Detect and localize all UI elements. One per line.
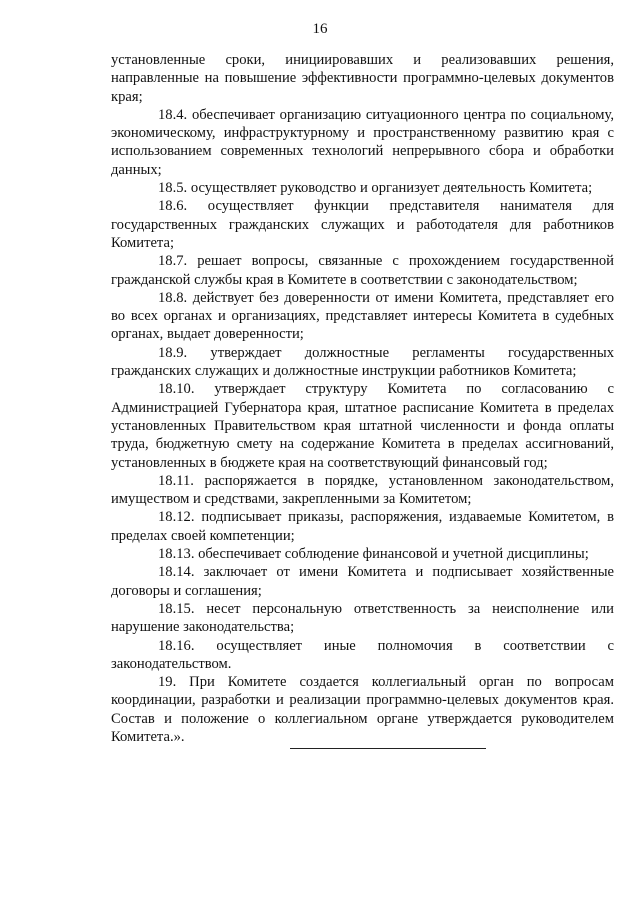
paragraph-18-10: 18.10. утверждает структуру Комитета по согласованию с Администрацией Губернатора края, штатное расписание Комитета в пределах установленных Правительством края штатной численности и фонда оплаты труда, бюджетную смету на содержание Комитета в пределах ассигнований, установленных в бюджете края на соответствующий финансовый год; (111, 381, 614, 471)
paragraph-18-8: 18.8. действует без доверенности от имени Комитета, представляет его во всех органах и организациях, представляет интересы Комитета в судебных органах, выдает доверенности; (111, 289, 614, 343)
end-divider-line (290, 748, 486, 749)
paragraph-18-9: 18.9. утверждает должностные регламенты государственных гражданских служащих и должностные инструкции работников Комитета; (111, 344, 614, 380)
paragraph-18-11: 18.11. распоряжается в порядке, установленном законодательством, имуществом и средствами, закрепленными за Комитетом; (111, 472, 614, 508)
paragraph-19: 19. При Комитете создается коллегиальный орган по вопросам координации, разработки и реализации программно-целевых документов края. Состав и положение о коллегиальном органе утверждается руководителем Комитета.». (111, 674, 614, 745)
paragraph-18-7: 18.7. решает вопросы, связанные с прохождением государственной гражданской службы края в Комитете в соответствии с законодательством; (111, 253, 614, 288)
paragraph-18-6: 18.6. осуществляет функции представителя нанимателя для государственных гражданских служащих и работодателя для работников Комитета; (111, 198, 614, 251)
paragraph-18-12: 18.12. подписывает приказы, распоряжения, издаваемые Комитетом, в пределах своей компетенции; (111, 509, 614, 544)
paragraph-18-4: 18.4. обеспечивает организацию ситуационного центра по социальному, экономическому, инфраструктурному и пространственному развитию края с использованием современных технологий непрерывного сбора и обработки данных; (111, 106, 614, 178)
page-number: 16 (312, 21, 328, 37)
paragraph-18-13: 18.13. обеспечивает соблюдение финансовой и учетной дисциплины; (158, 546, 589, 563)
paragraph-continuation: установленные сроки, инициировавших и реализовавших решения, направленные на повышение эффективности программно-целевых документов края; (111, 52, 614, 105)
paragraph-18-15: 18.15. несет персональную ответственность за неисполнение или нарушение законодательства; (111, 600, 614, 636)
paragraph-18-5: 18.5. осуществляет руководство и организует деятельность Комитета; (158, 180, 593, 197)
paragraph-18-16: 18.16. осуществляет иные полномочия в соответствии с законодательством. (111, 637, 614, 672)
document-body (111, 51, 614, 746)
paragraph-18-14: 18.14. заключает от имени Комитета и подписывает хозяйственные договоры и соглашения; (111, 564, 614, 599)
